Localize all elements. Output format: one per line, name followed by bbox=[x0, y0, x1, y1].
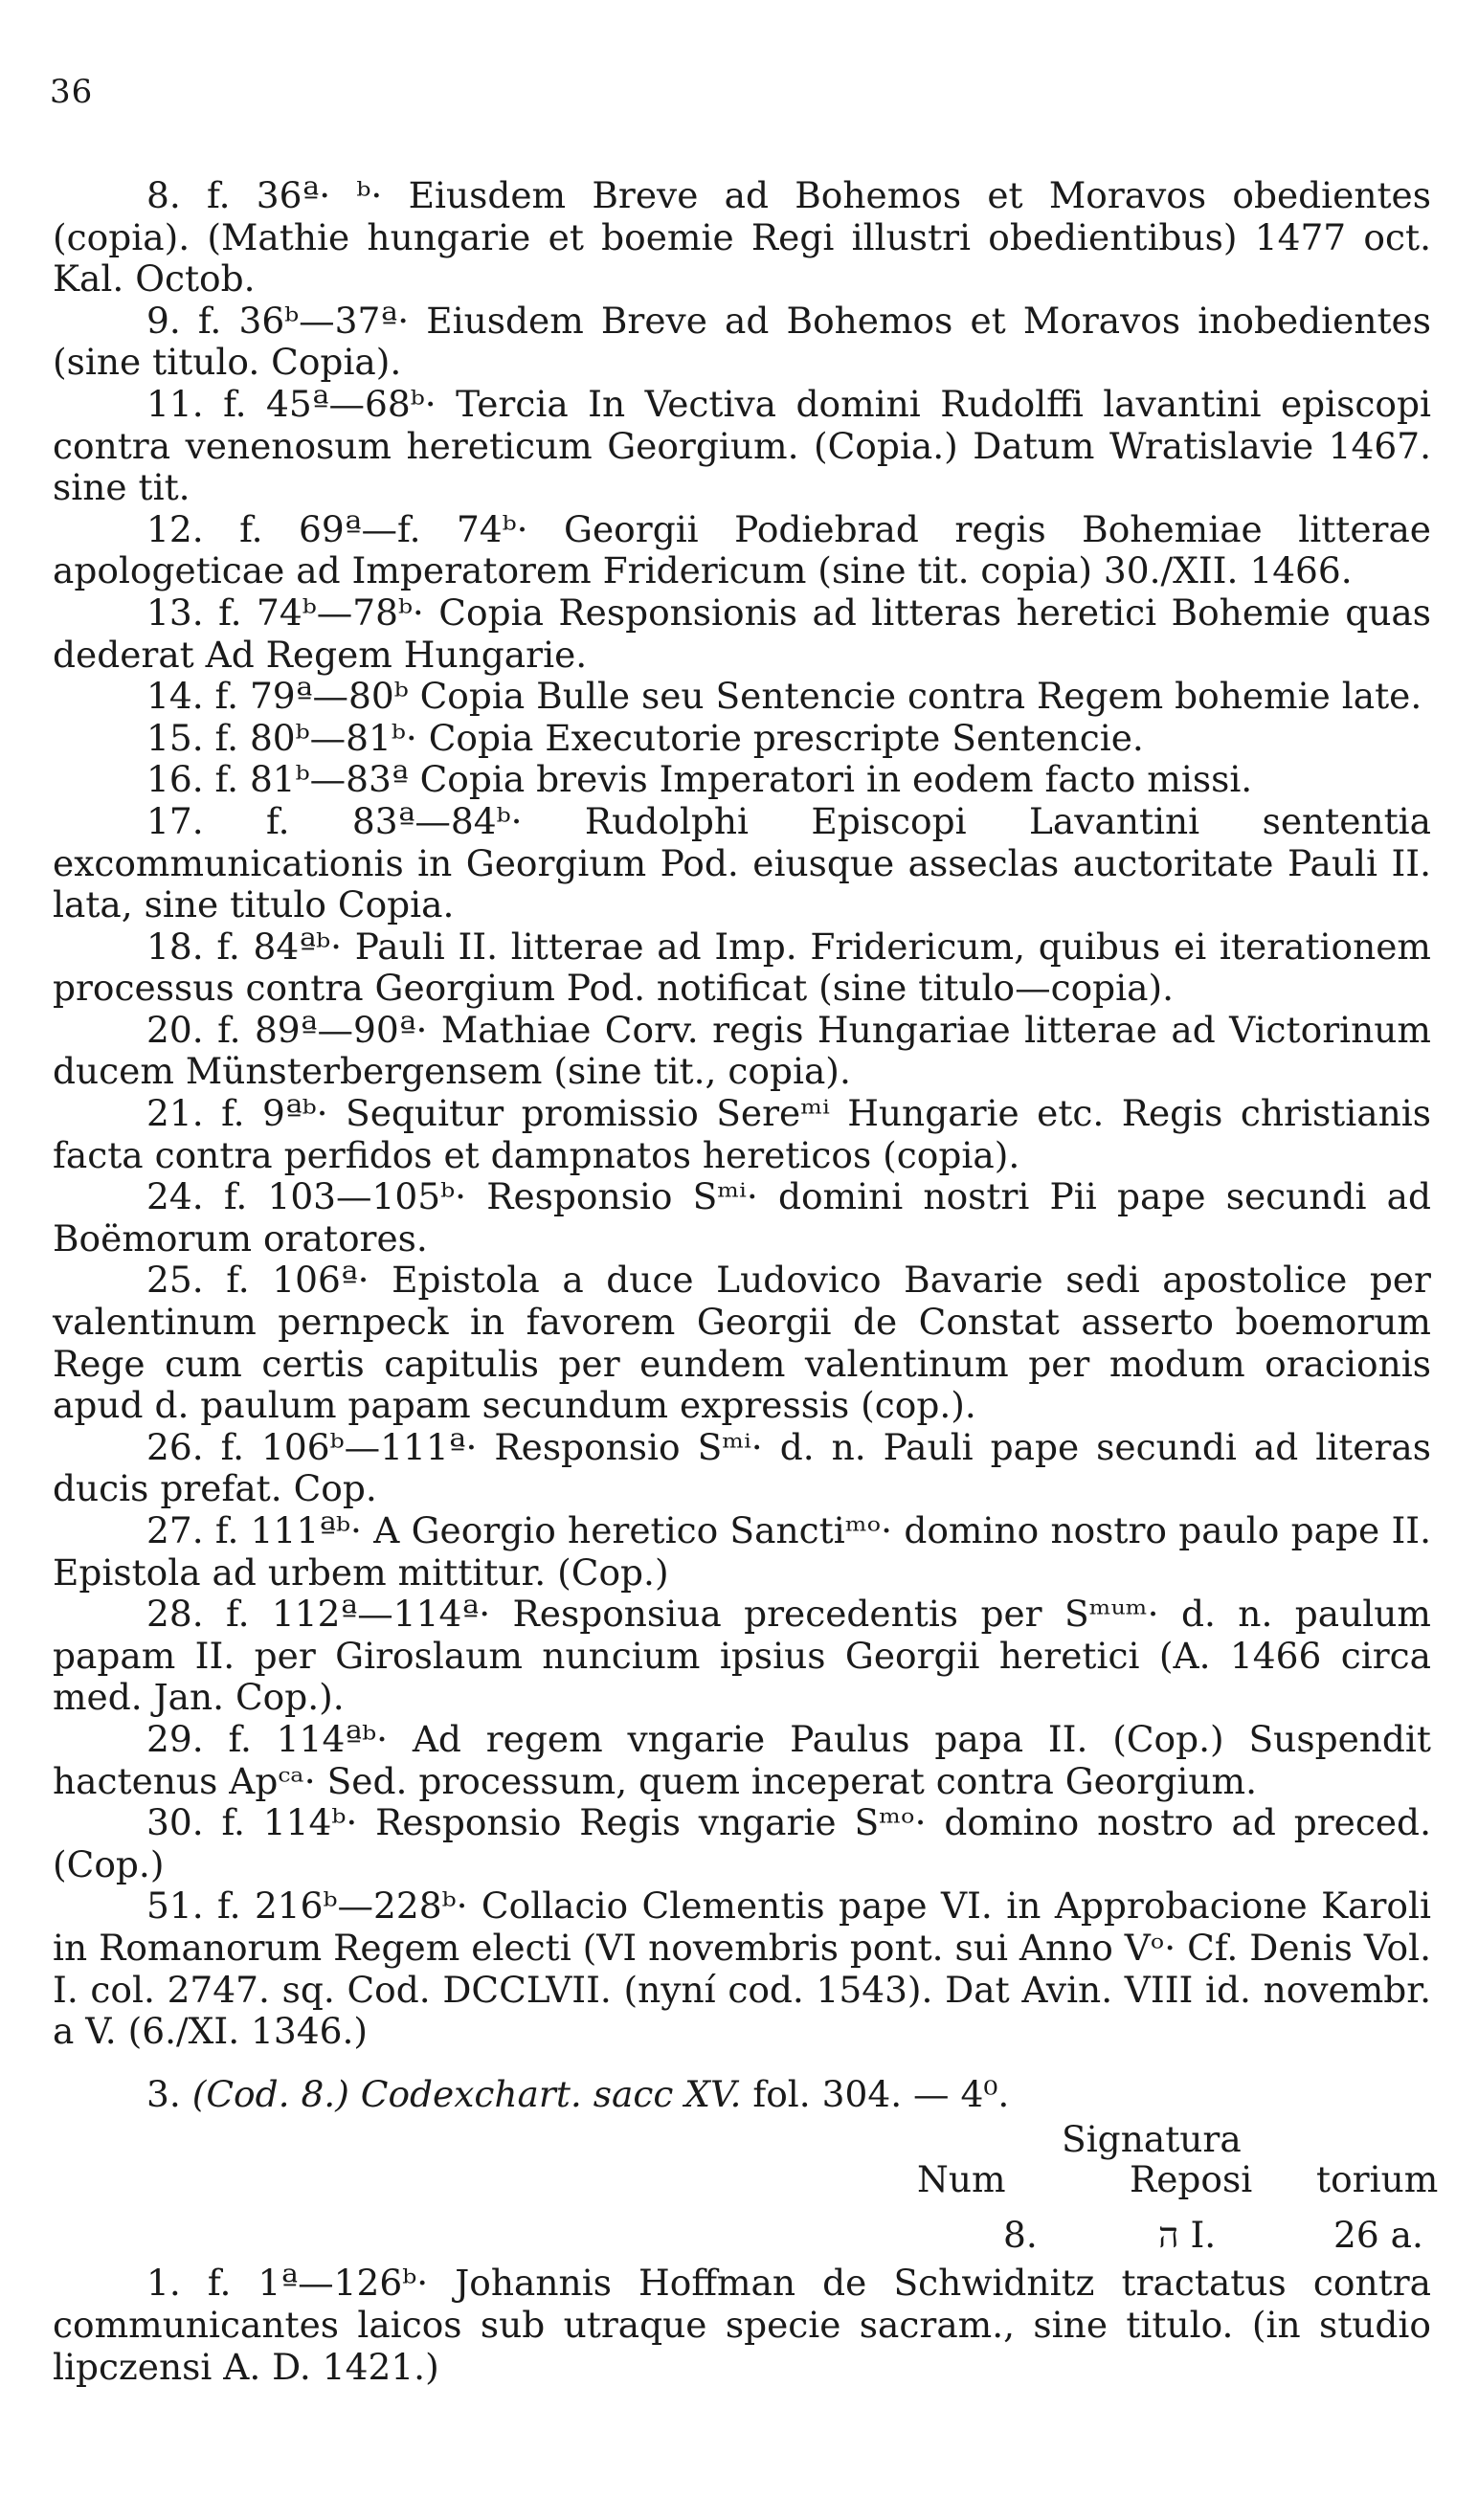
catalogue-entry: 20. f. 89ª—90ª· Mathiae Corv. regis Hungariae litterae ad Victorinum ducem Münsterbergensem (sine tit., copia). bbox=[53, 1008, 1431, 1093]
catalogue-entry: 24. f. 103—105ᵇ· Responsio Sᵐⁱ· domini nostri Pii pape secundi ad Boëmorum oratores. bbox=[53, 1175, 1431, 1260]
page-number: 36 bbox=[50, 73, 94, 111]
signatura-val-reposi: ה I. bbox=[1158, 2214, 1217, 2257]
catalogue-entry: 14. f. 79ª—80ᵇ Copia Bulle seu Sentencie contra Regem bohemie late. bbox=[146, 675, 1422, 718]
catalogue-entry: 29. f. 114ªᵇ· Ad regem vngarie Paulus papa II. (Cop.) Suspendit hactenus Apᶜᵃ· Sed. processum, quem inceperat contra Georgium. bbox=[53, 1717, 1431, 1802]
catalogue-entry: 15. f. 80ᵇ—81ᵇ· Copia Executorie prescripte Sentencie. bbox=[146, 716, 1144, 759]
catalogue-entry: 16. f. 81ᵇ—83ª Copia brevis Imperatori in eodem facto missi. bbox=[146, 758, 1253, 801]
codex-number: 3. bbox=[146, 2072, 181, 2115]
catalogue-entry: 27. f. 111ªᵇ· A Georgio heretico Sanctiᵐᵒ· domino nostro paulo pape II. Epistola ad urbem mittitur. (Cop.) bbox=[53, 1509, 1431, 1594]
catalogue-entry: 17. f. 83ª—84ᵇ· Rudolphi Episcopi Lavantini sententia excommunicationis in Georgium Pod. eiusque asseclas auctoritate Pauli II. lata, sine titulo Copia. bbox=[53, 799, 1431, 926]
signatura-col-torium: torium bbox=[1316, 2158, 1439, 2201]
signatura-col-num: Num bbox=[917, 2158, 1006, 2201]
signatura-header: Signatura bbox=[1062, 2118, 1242, 2161]
catalogue-entry: 8. f. 36ª· ᵇ· Eiusdem Breve ad Bohemos et Moravos obedientes (copia). (Mathie hungarie et boemie Regi illustri obedientibus) 1477 oct. Kal. Octob. bbox=[53, 174, 1431, 301]
codex-label: (Cod. 8.) Codexchart. sacc XV. bbox=[191, 2072, 742, 2115]
catalogue-entry: 30. f. 114ᵇ· Responsio Regis vngarie Sᵐᵒ· domino nostro ad preced. (Cop.) bbox=[53, 1801, 1431, 1885]
catalogue-entry: 12. f. 69ª—f. 74ᵇ· Georgii Podiebrad regis Bohemiae litterae apologeticae ad Imperatorem Fridericum (sine tit. copia) 30./XII. 1466. bbox=[53, 507, 1431, 592]
catalogue-entry: 9. f. 36ᵇ—37ª· Eiusdem Breve ad Bohemos et Moravos inobedientes (sine titulo. Copia). bbox=[53, 299, 1431, 384]
catalogue-entry: 51. f. 216ᵇ—228ᵇ· Collacio Clementis pape VI. in Approbacione Karoli in Romanorum Regem electi (VI novembris pont. sui Anno Vᵒ· Cf. Denis Vol. I. col. 2747. sq. Cod. DCCLVII. (nyní cod. 1543). Dat Avin. VIII id. novembr. a V. (6./XI. 1346.) bbox=[53, 1884, 1431, 2053]
signatura-val-torium: 26 a. bbox=[1333, 2214, 1423, 2257]
catalogue-entry: 18. f. 84ªᵇ· Pauli II. litterae ad Imp. Fridericum, quibus ei iterationem processus contra Georgium Pod. notificat (sine titulo—copia). bbox=[53, 925, 1431, 1010]
catalogue-entry: 21. f. 9ªᵇ· Sequitur promissio Sereᵐⁱ Hungarie etc. Regis christianis facta contra perfidos et dampnatos hereticos (copia). bbox=[53, 1092, 1431, 1176]
catalogue-entry: 25. f. 106ª· Epistola a duce Ludovico Bavarie sedi apostolice per valentinum pernpeck in favorem Georgii de Constat asserto boemorum Rege cum certis capitulis per eundem valentinum per modum oracionis apud d. paulum papam secundum expressis (cop.). bbox=[53, 1259, 1431, 1427]
signatura-col-reposi: Reposi bbox=[1130, 2158, 1253, 2201]
catalogue-content bbox=[53, 174, 1439, 2388]
catalogue-entry: 13. f. 74ᵇ—78ᵇ· Copia Responsionis ad litteras heretici Bohemie quas dederat Ad Regem Hungarie. bbox=[53, 591, 1431, 676]
signatura-table bbox=[53, 2118, 1439, 2263]
codex-heading bbox=[53, 2074, 1431, 2116]
signatura-val-num: 8. bbox=[1003, 2214, 1038, 2257]
codex-folios: fol. 304. — 4⁰. bbox=[752, 2072, 1010, 2115]
catalogue-entry: 26. f. 106ᵇ—111ª· Responsio Sᵐⁱ· d. n. Pauli pape secundi ad literas ducis prefat. Cop. bbox=[53, 1425, 1431, 1510]
codex-entry: 1. f. 1ª—126ᵇ· Johannis Hoffman de Schwidnitz tractatus contra communicantes laicos sub utraque specie sacram., sine titulo. (in studio lipczensi A. D. 1421.) bbox=[53, 2262, 1431, 2388]
catalogue-entry: 28. f. 112ª—114ª· Responsiua precedentis per Sᵐᵘᵐ· d. n. paulum papam II. per Giroslaum nuncium ipsius Georgii heretici (A. 1466 circa med. Jan. Cop.). bbox=[53, 1593, 1431, 1719]
catalogue-entry: 11. f. 45ª—68ᵇ· Tercia In Vectiva domini Rudolffi lavantini episcopi contra venenosum hereticum Georgium. (Copia.) Datum Wratislavie 1467. sine tit. bbox=[53, 382, 1431, 509]
section-spacer bbox=[53, 2053, 1431, 2074]
